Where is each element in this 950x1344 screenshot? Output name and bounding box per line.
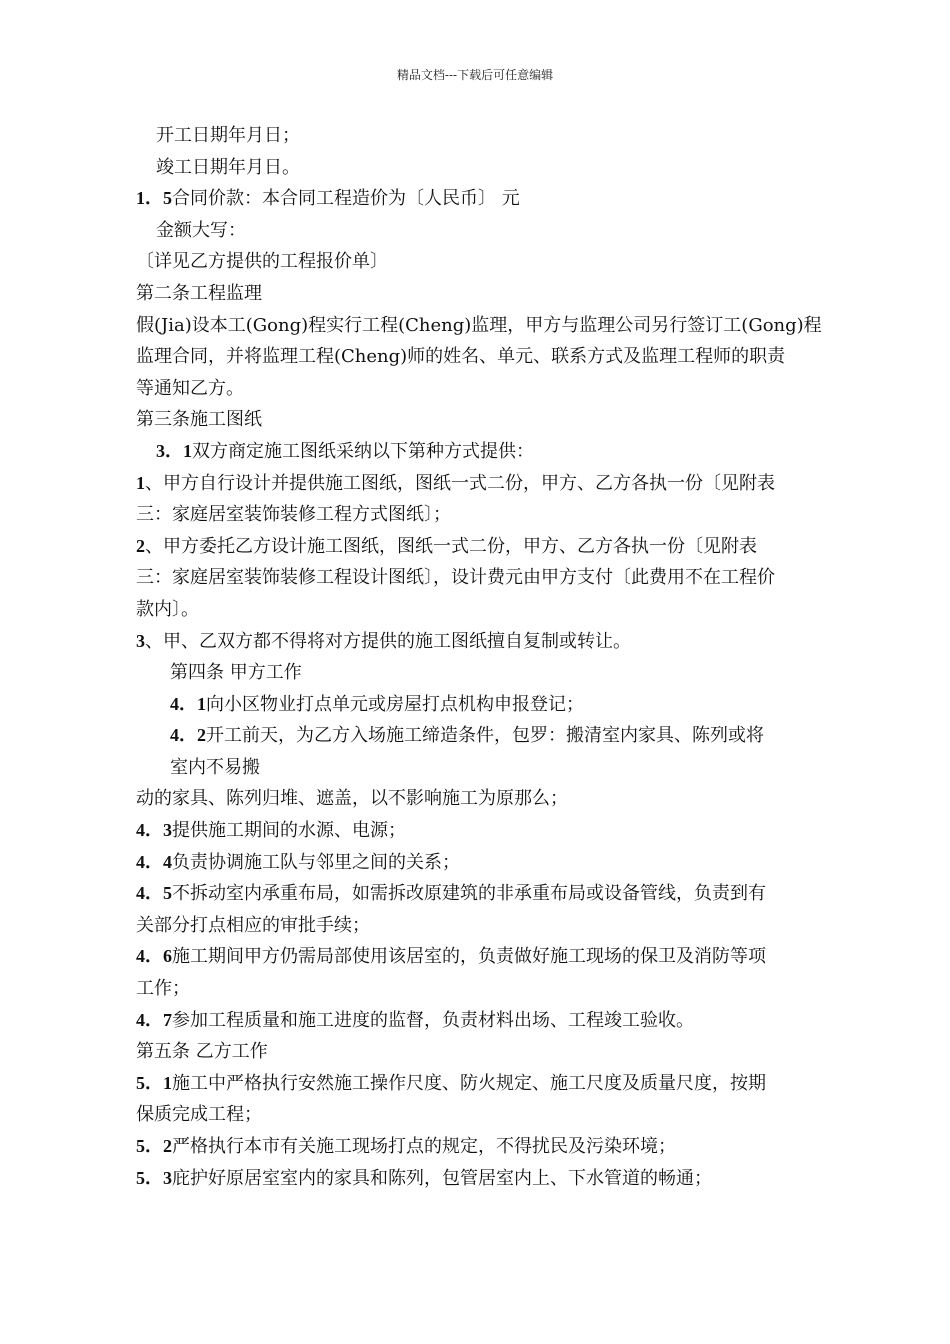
clause-number: 4．2 xyxy=(170,725,206,746)
clause-text: 严格执行本市有关施工现场打点的规定，不得扰民及污染环境； xyxy=(172,1136,676,1157)
clause-number: 4．3 xyxy=(136,820,172,841)
clause-number: 5．1 xyxy=(136,1072,172,1093)
clause-text: 第二条工程监理 xyxy=(136,282,262,304)
clause-text: 、甲方委托乙方设计施工图纸，图纸一式二份，甲方、乙方各执一份〔见附表 xyxy=(145,535,757,557)
text-line xyxy=(136,531,836,563)
clause-text: 监理合同，并将监理工程(Cheng)师的姓名、单元、联系方式及监理工程师的职责 xyxy=(136,346,786,368)
text-line xyxy=(136,752,836,784)
text-line xyxy=(136,215,836,247)
text-line xyxy=(136,246,836,278)
clause-text: 施工期间甲方仍需局部使用该居室的，负责做好施工现场的保卫及消防等项 xyxy=(172,946,766,968)
text-line xyxy=(136,278,836,310)
text-line xyxy=(136,1068,836,1100)
clause-number: 5．2 xyxy=(136,1136,172,1156)
clause-text: 竣工日期年月日。 xyxy=(156,156,300,178)
clause-text: 负责协调施工队与邻里之间的关系； xyxy=(172,851,460,873)
clause-text: 保质完成工程； xyxy=(136,1104,262,1126)
clause-text: 三：家庭居室装饰装修工程方式图纸〕； xyxy=(136,504,451,526)
clause-number: 4．1 xyxy=(170,693,206,714)
clause-text: 庇护好原居室室内的家具和陈列，包管居室内上、下水管道的畅通； xyxy=(172,1167,712,1189)
text-line xyxy=(136,720,836,752)
text-line xyxy=(136,183,836,215)
clause-number: 4．4 xyxy=(136,851,172,872)
clause-text: 第五条 乙方工作 xyxy=(136,1041,268,1063)
clause-number: 3．1 xyxy=(156,440,192,461)
text-line xyxy=(136,310,836,342)
clause-text: 〔详见乙方提供的工程报价单〕 xyxy=(136,251,388,273)
clause-text: 等通知乙方。 xyxy=(136,377,244,399)
clause-number: 2 xyxy=(136,535,145,556)
text-line xyxy=(136,1036,836,1068)
text-line xyxy=(136,499,836,531)
text-line xyxy=(136,878,836,910)
clause-text: 金额大写： xyxy=(156,219,246,241)
document-body xyxy=(136,120,836,1194)
clause-text: 开工前天，为乙方入场施工缔造条件，包罗：搬清室内家具、陈列或将 xyxy=(206,725,764,747)
clause-text: 工作； xyxy=(136,978,190,1000)
text-line xyxy=(136,594,836,626)
text-line xyxy=(136,373,836,405)
clause-text: 第四条 甲方工作 xyxy=(170,662,302,684)
text-line xyxy=(136,152,836,184)
clause-number: 1．5 xyxy=(136,188,172,209)
text-line xyxy=(136,941,836,973)
text-line xyxy=(136,468,836,500)
text-line xyxy=(136,657,836,689)
clause-text: 合同价款：本合同工程造价为〔人民币〕 元 xyxy=(172,188,520,210)
clause-text: 开工日期年月日； xyxy=(156,125,300,146)
clause-text: 参加工程质量和施工进度的监督，负责材料出场、工程竣工验收。 xyxy=(172,1009,694,1031)
clause-text: 室内不易搬 xyxy=(170,756,260,778)
text-line xyxy=(136,1163,836,1195)
text-line xyxy=(136,910,836,942)
clause-text: 双方商定施工图纸采纳以下第种方式提供： xyxy=(192,440,534,462)
text-line xyxy=(136,1005,836,1037)
clause-text: 第三条施工图纸 xyxy=(136,409,262,431)
text-line xyxy=(136,436,836,468)
clause-text: 动的家具、陈列归堆、遮盖，以不影响施工为原那么； xyxy=(136,788,568,810)
clause-number: 3 xyxy=(136,630,145,651)
clause-number: 1 xyxy=(136,472,145,493)
text-line xyxy=(136,626,836,658)
text-line xyxy=(136,1131,836,1163)
clause-text: 款内〕。 xyxy=(136,598,199,620)
text-line xyxy=(136,1099,836,1131)
clause-text: 三：家庭居室装饰装修工程设计图纸〕，设计费元由甲方支付〔此费用不在工程价 xyxy=(136,567,775,589)
clause-text: 不拆动室内承重布局，如需拆改原建筑的非承重布局或设备管线，负责到有 xyxy=(172,883,766,905)
clause-text: 、甲、乙双方都不得将对方提供的施工图纸擅自复制或转让。 xyxy=(145,630,631,652)
text-line xyxy=(136,689,836,721)
clause-text: 施工中严格执行安然施工操作尺度、防火规定、施工尺度及质量尺度，按期 xyxy=(172,1072,766,1094)
page-header: 精品文档---下载后可任意编辑 xyxy=(396,68,554,82)
clause-number: 4．7 xyxy=(136,1009,172,1030)
clause-number: 5．3 xyxy=(136,1167,172,1188)
text-line xyxy=(136,973,836,1005)
text-line xyxy=(136,404,836,436)
text-line xyxy=(136,815,836,847)
clause-text: 向小区物业打点单元或房屋打点机构申报登记； xyxy=(206,693,584,715)
clause-text: 提供施工期间的水源、电源； xyxy=(172,820,406,842)
clause-text: 假(Jia)设本工(Gong)程实行工程(Cheng)监理，甲方与监理公司另行签订工(Gong)程 xyxy=(136,314,822,336)
text-line xyxy=(136,783,836,815)
text-line xyxy=(136,120,836,152)
clause-number: 4．5 xyxy=(136,883,172,904)
text-line xyxy=(136,847,836,879)
clause-text: 关部分打点相应的审批手续； xyxy=(136,914,370,936)
clause-number: 4．6 xyxy=(136,946,172,967)
text-line xyxy=(136,562,836,594)
clause-text: 、甲方自行设计并提供施工图纸，图纸一式二份，甲方、乙方各执一份〔见附表 xyxy=(145,472,775,494)
text-line xyxy=(136,341,836,373)
